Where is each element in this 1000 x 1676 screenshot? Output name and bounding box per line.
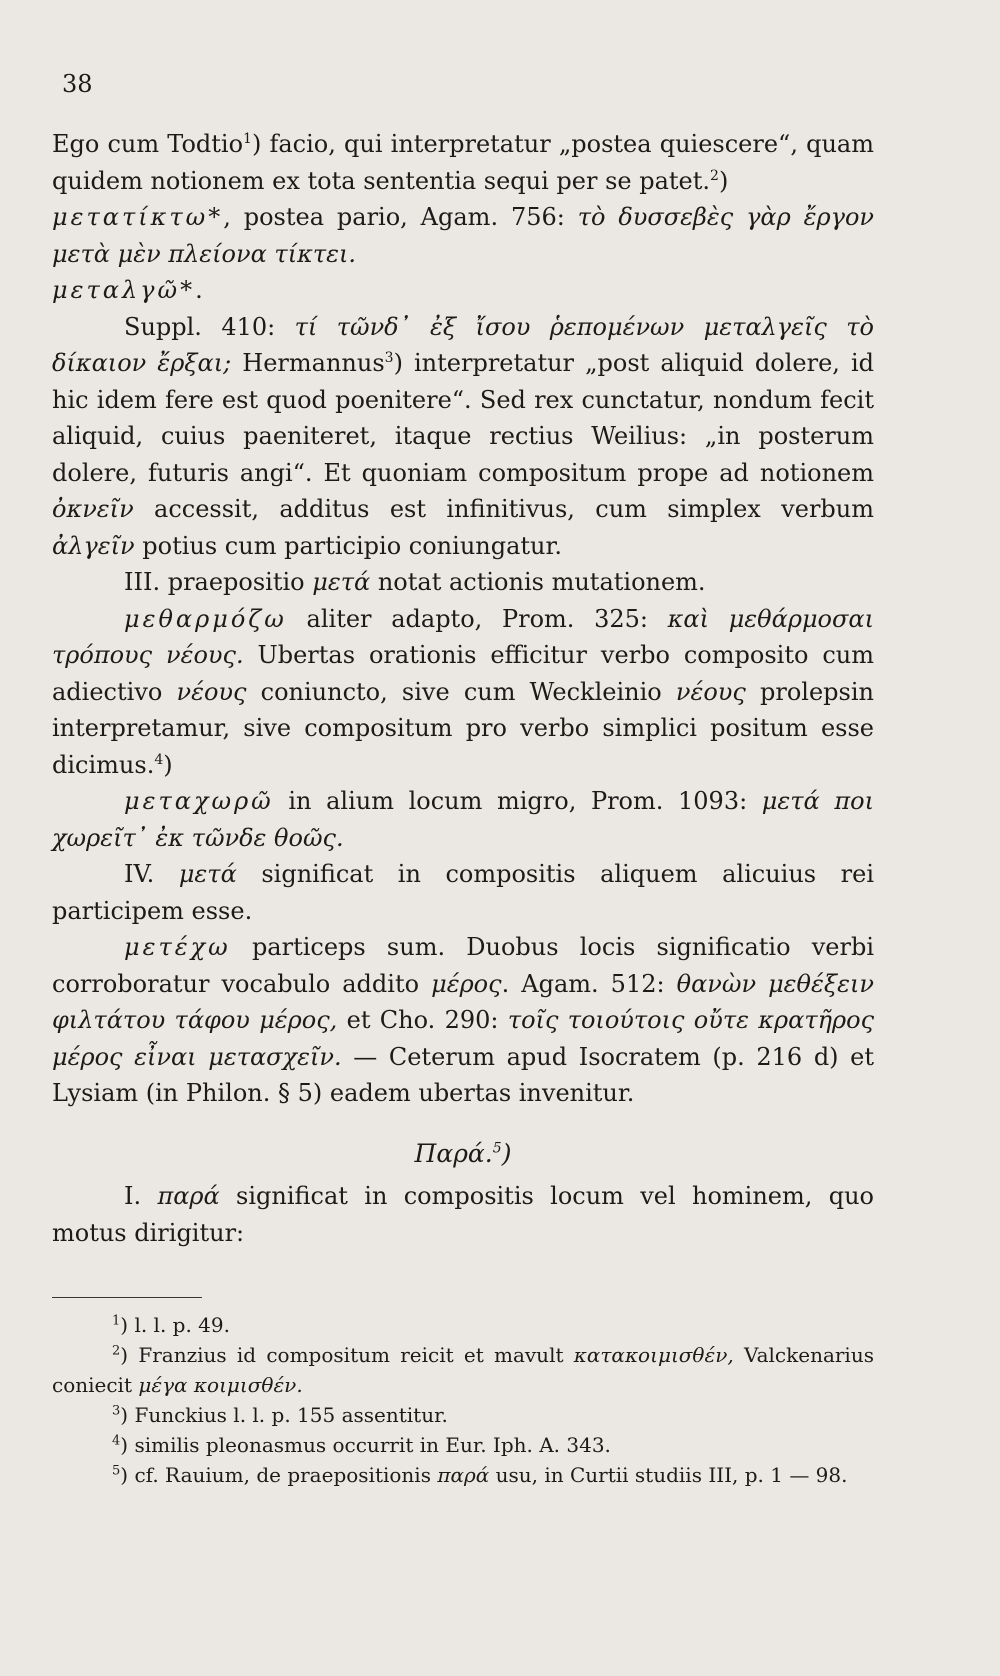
footnote bbox=[52, 1400, 874, 1430]
greek-text: παρά bbox=[157, 1182, 220, 1210]
footnote bbox=[52, 1310, 874, 1340]
footnote-reference: 2 bbox=[710, 167, 719, 184]
text-run: particeps sum. Duobus locis significatio verbi corroboratur vocabulo addito bbox=[52, 933, 874, 998]
footnote-mark: 2 bbox=[112, 1343, 121, 1359]
greek-text: μετά ποι χωρεῖτ᾽ ἐκ τῶνδε θοῶς. bbox=[52, 787, 874, 852]
greek-text: μετά bbox=[312, 568, 371, 596]
paragraph bbox=[52, 126, 874, 199]
text-run: significat in compositis locum vel hominem, quo motus dirigitur: bbox=[52, 1182, 874, 1247]
text-run: ) similis pleonasmus occurrit in Eur. Iph. A. 343. bbox=[120, 1433, 611, 1457]
text-run: ) bbox=[718, 166, 729, 195]
text-run: significat in compositis aliquem alicuius rei participem esse. bbox=[52, 860, 875, 925]
greek-text: θανὼν μεθέξειν φιλτάτου τάφου μέρος, bbox=[52, 969, 874, 1034]
greek-text: μετά bbox=[178, 860, 237, 888]
text-run: ) Funckius l. l. p. 155 assentitur. bbox=[120, 1403, 448, 1427]
footnote bbox=[52, 1460, 874, 1490]
text-run: aliter adapto, Prom. 325: bbox=[286, 604, 668, 633]
text-run: ) facio, qui interpretatur „postea quiescere“, quam quidem notionem ex tota sententia sequi per se patet. bbox=[52, 130, 874, 195]
greek-text: νέους bbox=[675, 677, 746, 706]
paragraph bbox=[52, 1178, 874, 1251]
paragraph bbox=[52, 564, 874, 601]
body-paragraphs-after-heading bbox=[52, 1178, 874, 1251]
page-number: 38 bbox=[62, 70, 93, 98]
text-run: III. praepositio bbox=[124, 568, 313, 596]
paragraph bbox=[52, 199, 874, 272]
footnote bbox=[52, 1340, 874, 1400]
text-run: . Agam. 512: bbox=[501, 969, 677, 998]
text-run: in alium locum migro, Prom. 1093: bbox=[273, 787, 762, 815]
lemma-greek: μετέχω bbox=[124, 933, 231, 961]
text-run: notat actionis mutationem. bbox=[370, 568, 706, 596]
paragraph bbox=[52, 856, 874, 929]
greek-text: ὀκνεῖν bbox=[52, 495, 134, 523]
text-run: ) cf. Rauium, de praepositionis bbox=[120, 1463, 438, 1487]
text-run: Hermannus bbox=[231, 349, 385, 377]
text-run: ) Franzius id compositum reicit et mavult bbox=[120, 1343, 574, 1367]
text-run: ) interpretatur „post aliquid dolere, id hic idem fere est quod poenitere“. Sed rex cunctatur, nondum fecit aliquid, cuius paeniteret, itaque rectius Weilius: „in posterum dolere, futuris angi“. Et quoniam compositum prope ad notionem bbox=[52, 349, 874, 487]
paragraph bbox=[52, 309, 874, 565]
text-run: et Cho. 290: bbox=[337, 1006, 508, 1034]
text-run: I. bbox=[124, 1182, 158, 1210]
section-heading-text: Παρά. bbox=[414, 1138, 493, 1168]
greek-text: μέρος bbox=[431, 969, 502, 998]
lemma-greek: μεταλγῶ* bbox=[52, 276, 196, 304]
text-run: ) bbox=[163, 750, 173, 779]
text-run: Ubertas orationis efficitur verbo composito cum adiectivo bbox=[52, 641, 874, 706]
paragraph bbox=[52, 783, 874, 856]
text-run: — Ceterum apud Isocratem (p. 216 d) et Lysiam (in Philon. § 5) eadem ubertas invenitur. bbox=[52, 1042, 875, 1107]
text-run: Valckenarius coniecit bbox=[52, 1343, 874, 1397]
greek-text: μέγα κοιμισθέν. bbox=[138, 1373, 303, 1397]
footnotes bbox=[52, 1310, 874, 1490]
greek-text: παρά bbox=[437, 1463, 490, 1487]
text-run: potius cum participio coniungatur. bbox=[134, 531, 562, 560]
paragraph bbox=[52, 601, 874, 784]
text-run: ) l. l. p. 49. bbox=[120, 1313, 230, 1337]
footnote-reference: 3 bbox=[384, 350, 394, 366]
footnote-mark: 1 bbox=[112, 1313, 121, 1329]
greek-text: τί τῶνδ᾽ ἐξ ἴσου ῥεπομένων μεταλγεῖς τὸ δίκαιον ἔρξαι; bbox=[52, 312, 874, 377]
footnote bbox=[52, 1430, 874, 1460]
text-run: coniuncto, sive cum Weckleinio bbox=[246, 677, 676, 706]
text-run: , postea pario, Agam. 756: bbox=[223, 203, 578, 231]
greek-text: καὶ μεθάρμοσαι τρόπους νέους. bbox=[52, 604, 874, 669]
body-paragraphs bbox=[52, 126, 874, 1112]
text-run: prolepsin interpretamur, sive compositum pro verbo simplici positum esse dicimus. bbox=[52, 677, 874, 779]
section-heading-note: 5 bbox=[492, 1140, 502, 1157]
section-heading bbox=[52, 1136, 874, 1173]
greek-text: κατακοιμισθέν, bbox=[573, 1343, 734, 1367]
lemma-greek: μετατίκτω* bbox=[52, 203, 224, 231]
text-run: IV. bbox=[124, 860, 179, 888]
text-run: usu, in Curtii studiis III, p. 1 — 98. bbox=[489, 1463, 848, 1487]
greek-text: τοῖς τοιούτοις οὔτε κρατῆρος μέρος εἶναι μετασχεῖν. bbox=[52, 1006, 875, 1071]
greek-text: ἀλγεῖν bbox=[52, 531, 135, 560]
footnote-separator bbox=[52, 1297, 202, 1298]
lemma-greek: μεταχωρῶ bbox=[124, 787, 274, 815]
paragraph bbox=[52, 272, 874, 309]
paragraph bbox=[52, 929, 874, 1112]
footnote-reference: 1 bbox=[243, 131, 252, 147]
greek-text: τὸ δυσσεβὲς γὰρ ἔργον μετὰ μὲν πλείονα τίκτει. bbox=[52, 203, 874, 268]
lemma-greek: μεθαρμόζω bbox=[124, 604, 287, 633]
text-run: . bbox=[195, 276, 203, 304]
main-text bbox=[52, 126, 874, 1251]
section-heading-note-close: ) bbox=[501, 1138, 512, 1168]
footnote-mark: 3 bbox=[112, 1403, 121, 1419]
greek-text: νέους bbox=[176, 677, 247, 706]
footnote-reference: 4 bbox=[154, 751, 164, 768]
footnote-mark: 5 bbox=[112, 1463, 121, 1479]
text-run: Suppl. 410: bbox=[124, 312, 295, 341]
footnote-mark: 4 bbox=[112, 1433, 121, 1449]
text-run: Ego cum Todtio bbox=[52, 130, 244, 158]
text-run: accessit, additus est infinitivus, cum simplex verbum bbox=[133, 495, 874, 523]
